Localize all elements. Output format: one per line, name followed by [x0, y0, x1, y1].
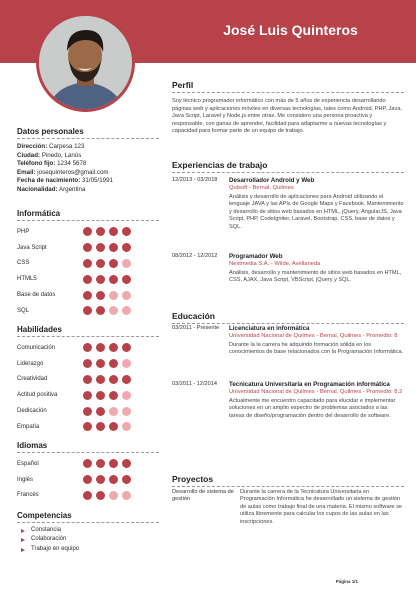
item-description: Durante la la carrera he adquirido formación sólida en los conocimientos de base relacionados con la Programación Informática. — [229, 342, 404, 356]
rating-dot-filled — [109, 227, 118, 236]
list-item — [172, 489, 404, 526]
skill-rating — [83, 459, 131, 468]
rating-dot-filled — [109, 359, 118, 368]
skill-rating — [83, 343, 131, 352]
field-value: Pinedo, Lanús — [40, 151, 82, 159]
field-label: Teléfono fijo: — [17, 160, 56, 168]
competency-label: Trabajo en equipo — [31, 545, 80, 552]
bullet-arrow-icon — [21, 538, 25, 542]
field-value: 1234 5678 — [55, 160, 87, 168]
skill-label: Español — [17, 460, 39, 467]
informatica-section — [17, 209, 159, 319]
rating-dot-empty — [122, 291, 131, 300]
rating-dot-filled — [96, 275, 105, 284]
rating-dot-filled — [96, 259, 105, 268]
rating-dot-empty — [122, 491, 131, 500]
rating-dot-filled — [83, 259, 92, 268]
rating-dot-filled — [109, 259, 118, 268]
rating-dot-filled — [83, 391, 92, 400]
item-description: Análisis, desarrollo y mantenimiento de sitios web basados en HTML, CSS, AJAX, Java Script, VBScript, jQuery y SQL. — [229, 270, 402, 284]
competencias-section — [17, 511, 159, 554]
skill-label: Liderazgo — [17, 360, 44, 367]
skill-row — [17, 472, 159, 488]
personal-data-row — [17, 143, 159, 152]
section-heading: Habilidades — [17, 325, 159, 337]
skill-row — [17, 256, 159, 272]
rating-dot-filled — [96, 491, 105, 500]
section-heading: Experiencias de trabajo — [172, 160, 404, 173]
rating-dot-filled — [83, 227, 92, 236]
competency-label: Constancia — [31, 527, 62, 533]
skill-row — [17, 387, 159, 403]
rating-dot-filled — [96, 391, 105, 400]
rating-dot-empty — [109, 407, 118, 416]
skill-list — [17, 340, 159, 435]
rating-dot-filled — [122, 459, 131, 468]
item-organization: Universidad Nacional de Quilmes - Bernal, Quilmes - Promedio: 8 — [229, 332, 398, 339]
rating-dot-filled — [83, 407, 92, 416]
rating-dot-filled — [109, 391, 118, 400]
field-value: 31/05/1991 — [80, 177, 113, 185]
item-title: Licenciatura en informática — [229, 325, 310, 332]
item-organization: Nextmedia S.A. - Wilde, Avellaneda — [229, 260, 321, 267]
competency-item — [17, 526, 159, 535]
skill-row — [17, 340, 159, 356]
rating-dot-empty — [122, 259, 131, 268]
skill-label: Java Script — [17, 244, 47, 251]
skill-rating — [83, 407, 131, 416]
rating-dot-filled — [96, 306, 105, 315]
skill-label: Empatía — [17, 423, 40, 430]
rating-dot-filled — [83, 343, 92, 352]
bullet-arrow-icon — [21, 529, 25, 533]
item-date: 03/2011 - 12/2014 — [172, 381, 217, 387]
skill-label: CSS — [17, 260, 30, 267]
list-item — [172, 381, 404, 420]
profile-photo — [36, 13, 135, 112]
rating-dot-empty — [122, 306, 131, 315]
skill-row — [17, 287, 159, 303]
skill-label: Base de datos — [17, 292, 56, 299]
rating-dot-filled — [83, 375, 92, 384]
personal-data-row — [17, 152, 159, 161]
competency-list — [17, 526, 159, 554]
rating-dot-filled — [109, 243, 118, 252]
skill-rating — [83, 422, 131, 431]
habilidades-section — [17, 325, 159, 435]
bullet-arrow-icon — [21, 548, 25, 552]
rating-dot-filled — [83, 475, 92, 484]
skill-label: Creatividad — [17, 376, 48, 383]
field-label: Dirección: — [17, 143, 48, 150]
educacion-section — [172, 311, 404, 461]
item-title: Programador Web — [229, 253, 283, 260]
idiomas-section — [17, 441, 159, 503]
skill-rating — [83, 359, 131, 368]
list-item — [172, 177, 404, 231]
rating-dot-filled — [122, 475, 131, 484]
rating-dot-filled — [96, 375, 105, 384]
item-date: 08/2012 - 12/2012 — [172, 253, 218, 259]
skill-row — [17, 419, 159, 435]
item-title: Desarrollador Android y Web — [229, 177, 315, 184]
competency-label: Colaboración — [31, 536, 67, 543]
personal-data-row — [17, 169, 159, 178]
rating-dot-filled — [83, 275, 92, 284]
section-heading: Idiomas — [17, 441, 159, 453]
rating-dot-filled — [96, 359, 105, 368]
skill-row — [17, 403, 159, 419]
section-heading: Datos personales — [17, 127, 159, 139]
rating-dot-filled — [83, 422, 92, 431]
rating-dot-filled — [96, 407, 105, 416]
personal-data-row — [17, 186, 159, 195]
project-name: Desarrollo de sistema de gestión — [172, 489, 234, 503]
item-date: 12/2013 - 03/2018 — [172, 177, 218, 183]
field-value: josequinteros@gmail.com — [35, 168, 109, 176]
rating-dot-empty — [109, 491, 118, 500]
rating-dot-filled — [83, 491, 92, 500]
section-heading: Informática — [17, 209, 159, 221]
competency-item — [17, 545, 159, 554]
list-item — [172, 325, 404, 357]
skill-rating — [83, 375, 131, 384]
skill-row — [17, 372, 159, 388]
rating-dot-empty — [109, 291, 118, 300]
field-value: Carpesa 123 — [47, 143, 85, 150]
rating-dot-filled — [96, 475, 105, 484]
field-label: Email: — [17, 168, 36, 176]
rating-dot-empty — [122, 407, 131, 416]
avatar — [39, 16, 132, 109]
rating-dot-empty — [122, 359, 131, 368]
item-organization: Universidad Nacional de Quilmes - Bernal, Quilmes - Promedio: 8.2 — [229, 388, 403, 395]
section-heading: Competencias — [17, 511, 159, 523]
rating-dot-filled — [96, 227, 105, 236]
section-heading: Educación — [172, 311, 404, 324]
rating-dot-filled — [96, 243, 105, 252]
field-label: Fecha de nacimiento: — [17, 177, 81, 185]
skill-rating — [83, 306, 131, 315]
skill-row — [17, 356, 159, 372]
skill-list — [17, 224, 159, 319]
list-item — [172, 253, 404, 285]
field-label: Ciudad: — [17, 151, 41, 159]
rating-dot-filled — [109, 275, 118, 284]
rating-dot-empty — [109, 306, 118, 315]
rating-dot-filled — [83, 459, 92, 468]
rating-dot-filled — [109, 459, 118, 468]
rating-dot-filled — [122, 243, 131, 252]
item-description: Análisis y desarrollo de aplicaciones para Android utilizando el lenguaje JAVA y las APIs de Google Maps y Facebook. Mantenimiento y desarrollo de sitios web basados en HTML, jQuery, AngularJS, Java Script, PHP, CodeIgniter, Laravel, Bootstrap, CSS, base de datos y SQL. — [229, 194, 404, 230]
rating-dot-filled — [96, 422, 105, 431]
rating-dot-filled — [96, 291, 105, 300]
item-description: Actualmente me encuentro capacitado para elucidar e implementar soluciones en un amplio espectro de problemas asociados a las tareas de diseño/programación dentro del desarrollo de software. — [229, 398, 396, 419]
skill-rating — [83, 243, 131, 252]
rating-dot-filled — [109, 422, 118, 431]
rating-dot-filled — [122, 275, 131, 284]
skill-row — [17, 240, 159, 256]
personal-data-row — [17, 160, 159, 169]
skill-label: Dedicación — [17, 408, 47, 415]
skill-row — [17, 488, 159, 504]
skill-label: SQL — [17, 307, 30, 314]
rating-dot-filled — [109, 375, 118, 384]
personal-data-row — [17, 177, 159, 186]
rating-dot-filled — [122, 343, 131, 352]
skill-label: HTML5 — [17, 276, 37, 283]
skill-rating — [83, 259, 131, 268]
competency-item — [17, 535, 159, 544]
skill-label: Comunicación — [17, 344, 56, 351]
rating-dot-filled — [122, 375, 131, 384]
personal-data-section — [17, 127, 159, 195]
rating-dot-filled — [96, 343, 105, 352]
rating-dot-filled — [83, 243, 92, 252]
language-list — [17, 456, 159, 503]
rating-dot-filled — [83, 359, 92, 368]
rating-dot-filled — [109, 343, 118, 352]
skill-label: PHP — [17, 228, 30, 235]
rating-dot-empty — [122, 422, 131, 431]
skill-label: Francés — [17, 492, 39, 499]
proyectos-section — [172, 474, 404, 544]
skill-rating — [83, 227, 131, 236]
experiencia-section — [172, 160, 404, 310]
item-title: Tecnicatura Universitaria en Programación informática — [229, 381, 390, 388]
skill-row — [17, 456, 159, 472]
rating-dot-empty — [122, 391, 131, 400]
perfil-section — [172, 80, 404, 136]
item-organization: Qulsoft - Bernal, Quilmes — [229, 184, 294, 191]
item-date: 03/2011 - Presente — [172, 325, 220, 331]
candidate-name: José Luis Quinteros — [223, 22, 358, 38]
skill-rating — [83, 291, 131, 300]
skill-label: Actitud positiva — [17, 392, 58, 399]
skill-row — [17, 224, 159, 240]
skill-rating — [83, 275, 131, 284]
rating-dot-filled — [83, 291, 92, 300]
rating-dot-filled — [83, 306, 92, 315]
rating-dot-filled — [109, 475, 118, 484]
section-heading: Perfil — [172, 80, 404, 93]
skill-row — [17, 271, 159, 287]
page-number: Página 1/1 — [335, 579, 358, 584]
profile-text: Soy técnico programador informático con más de 5 años de experiencia desarrollando páginas web y aplicaciones móviles en diversas tecnologías, tales como Android, PHP, Java, Java Script, Laravel y Node.js entre otras. Me considero una persona proactiva y responsable, con ganas de aprender, facilidad para adaptarme a nuevas tecnologías y capacidad para formar parte de un equipo de trabajo. — [172, 98, 402, 135]
rating-dot-filled — [96, 459, 105, 468]
section-heading: Proyectos — [172, 474, 404, 487]
field-value: Argentina — [57, 185, 86, 193]
field-label: Nacionalidad: — [17, 185, 58, 193]
item-description: Durante la carrera de la Tecnicatura Universitaria en Programación Informática he desarrollado un sistema de gestión de aulas como trabajo final de una materia. El mismo software se utiliza libremente para calcular los cupos de las aulas en las inscripciones. — [240, 489, 402, 525]
skill-rating — [83, 491, 131, 500]
skill-rating — [83, 475, 131, 484]
skill-rating — [83, 391, 131, 400]
rating-dot-filled — [122, 227, 131, 236]
personal-data-list — [17, 143, 159, 195]
skill-row — [17, 303, 159, 319]
skill-label: Inglés — [17, 476, 34, 483]
